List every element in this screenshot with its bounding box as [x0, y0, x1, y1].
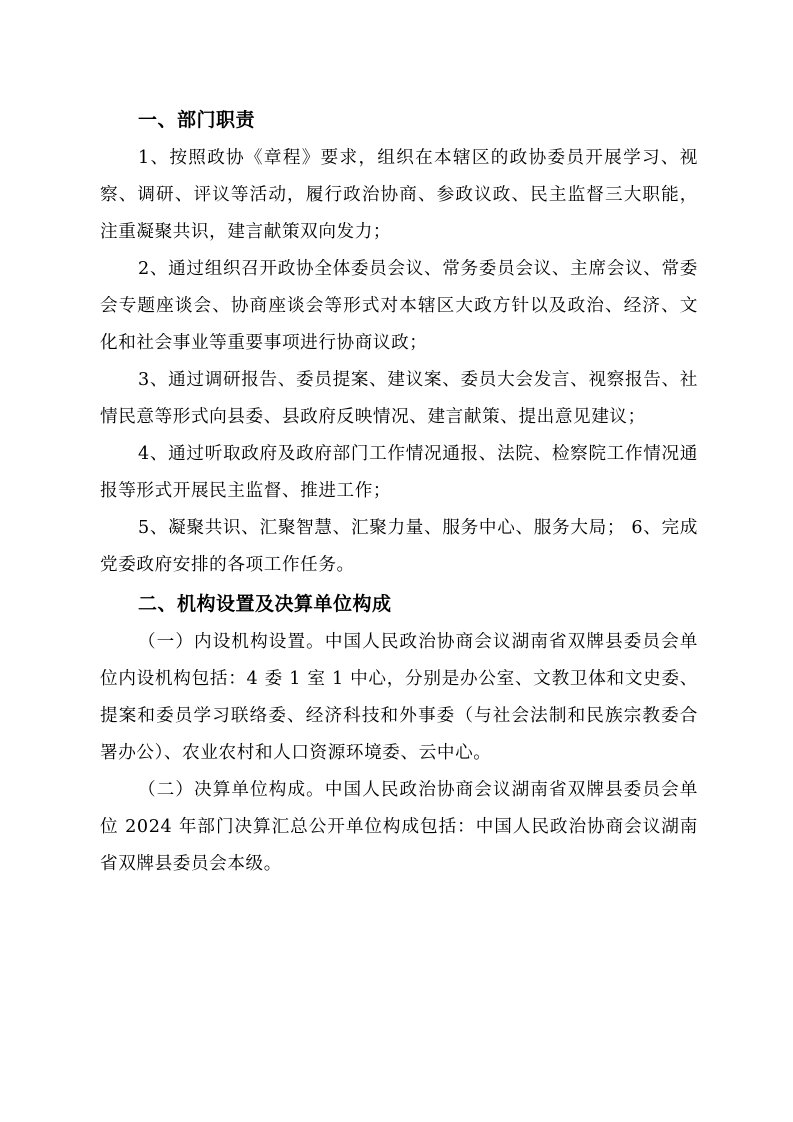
- structure-paragraph-units: （二）决算单位构成。中国人民政治协商会议湖南省双牌县委员会单位 2024 年部门决算汇总公开单位构成包括：中国人民政治协商会议湖南省双牌县委员会本级。: [100, 780, 698, 874]
- duty-paragraph-3: 3、通过调研报告、委员提案、建议案、委员大会发言、视察报告、社情民意等形式向县委、县政府反映情况、建言献策、提出意见建议；: [100, 370, 698, 427]
- section-heading-structure: 二、机构设置及决算单位构成: [138, 593, 392, 615]
- duty-paragraph-5: 5、凝聚共识、汇聚智慧、汇聚力量、服务中心、服务大局； 6、完成党委政府安排的各项工作任务。: [100, 518, 698, 575]
- duty-paragraph-1: 1、按照政协《章程》要求，组织在本辖区的政协委员开展学习、视察、调研、评议等活动，履行政治协商、参政议政、民主监督三大职能，注重凝聚共识，建言献策双向发力；: [100, 148, 698, 242]
- duty-paragraph-4: 4、通过听取政府及政府部门工作情况通报、法院、检察院工作情况通报等形式开展民主监督、推进工作；: [100, 444, 698, 501]
- duty-paragraph-2: 2、通过组织召开政协全体委员会议、常务委员会议、主席会议、常委会专题座谈会、协商座谈会等形式对本辖区大政方针以及政治、经济、文化和社会事业等重要事项进行协商议政；: [100, 259, 698, 353]
- document-body: [100, 100, 698, 883]
- section-heading-duties: 一、部门职责: [138, 109, 256, 131]
- structure-paragraph-internal: （一）内设机构设置。中国人民政治协商会议湖南省双牌县委员会单位内设机构包括：4 委 1 室 1 中心，分别是办公室、文教卫体和文史委、提案和委员学习联络委、经济科技和外事委（与社会法制和民族宗教委合署办公）、农业农村和人口资源环境委、云中心。: [100, 632, 698, 763]
